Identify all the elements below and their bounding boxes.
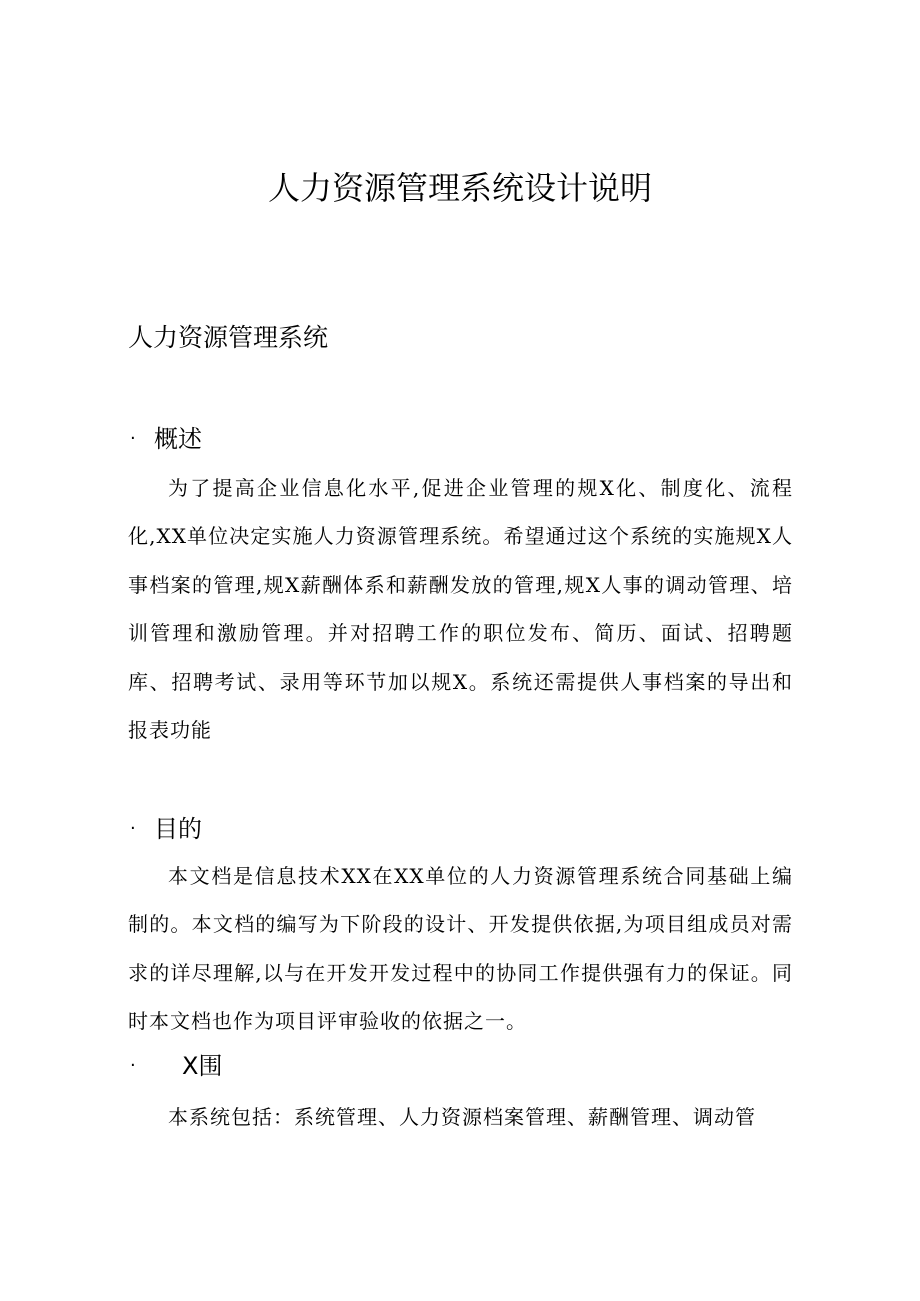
section-title: X围 (182, 1052, 223, 1080)
section-heading-purpose (130, 812, 202, 846)
section-heading-scope (130, 1049, 222, 1083)
document-title: 人力资源管理系统设计说明 (267, 169, 652, 207)
section-heading-overview (130, 422, 202, 456)
section-body-scope: 本系统包括：系统管理、人力资源档案管理、薪酬管理、调动管 (168, 1105, 756, 1129)
section-title: 概述 (154, 425, 202, 453)
bullet-icon: · (130, 818, 136, 839)
section-title: 目的 (154, 815, 202, 843)
bullet-icon: · (130, 1055, 136, 1076)
section-body-overview: 为了提高企业信息化水平,促进企业管理的规X化、制度化、流程化,XX单位决定实施人力资源管理系统。希望通过这个系统的实施规X人事档案的管理,规X薪酬体系和薪酬发放的管理,规X人事的调动管理、培训管理和激励管理。并对招聘工作的职位发布、简历、面试、招聘题库、招聘考试、录用等环节加以规X。系统还需提供人事档案的导出和报表功能 (128, 476, 793, 743)
bullet-icon: · (130, 428, 136, 449)
section-body-purpose: 本文档是信息技术XX在XX单位的人力资源管理系统合同基础上编制的。本文档的编写为下阶段的设计、开发提供依据,为项目组成员对需求的详尽理解,以与在开发开发过程中的协同工作提供强有力的保证。同时本文档也作为项目评审验收的依据之一。 (128, 864, 793, 1034)
system-heading: 人力资源管理系统 (128, 323, 329, 352)
